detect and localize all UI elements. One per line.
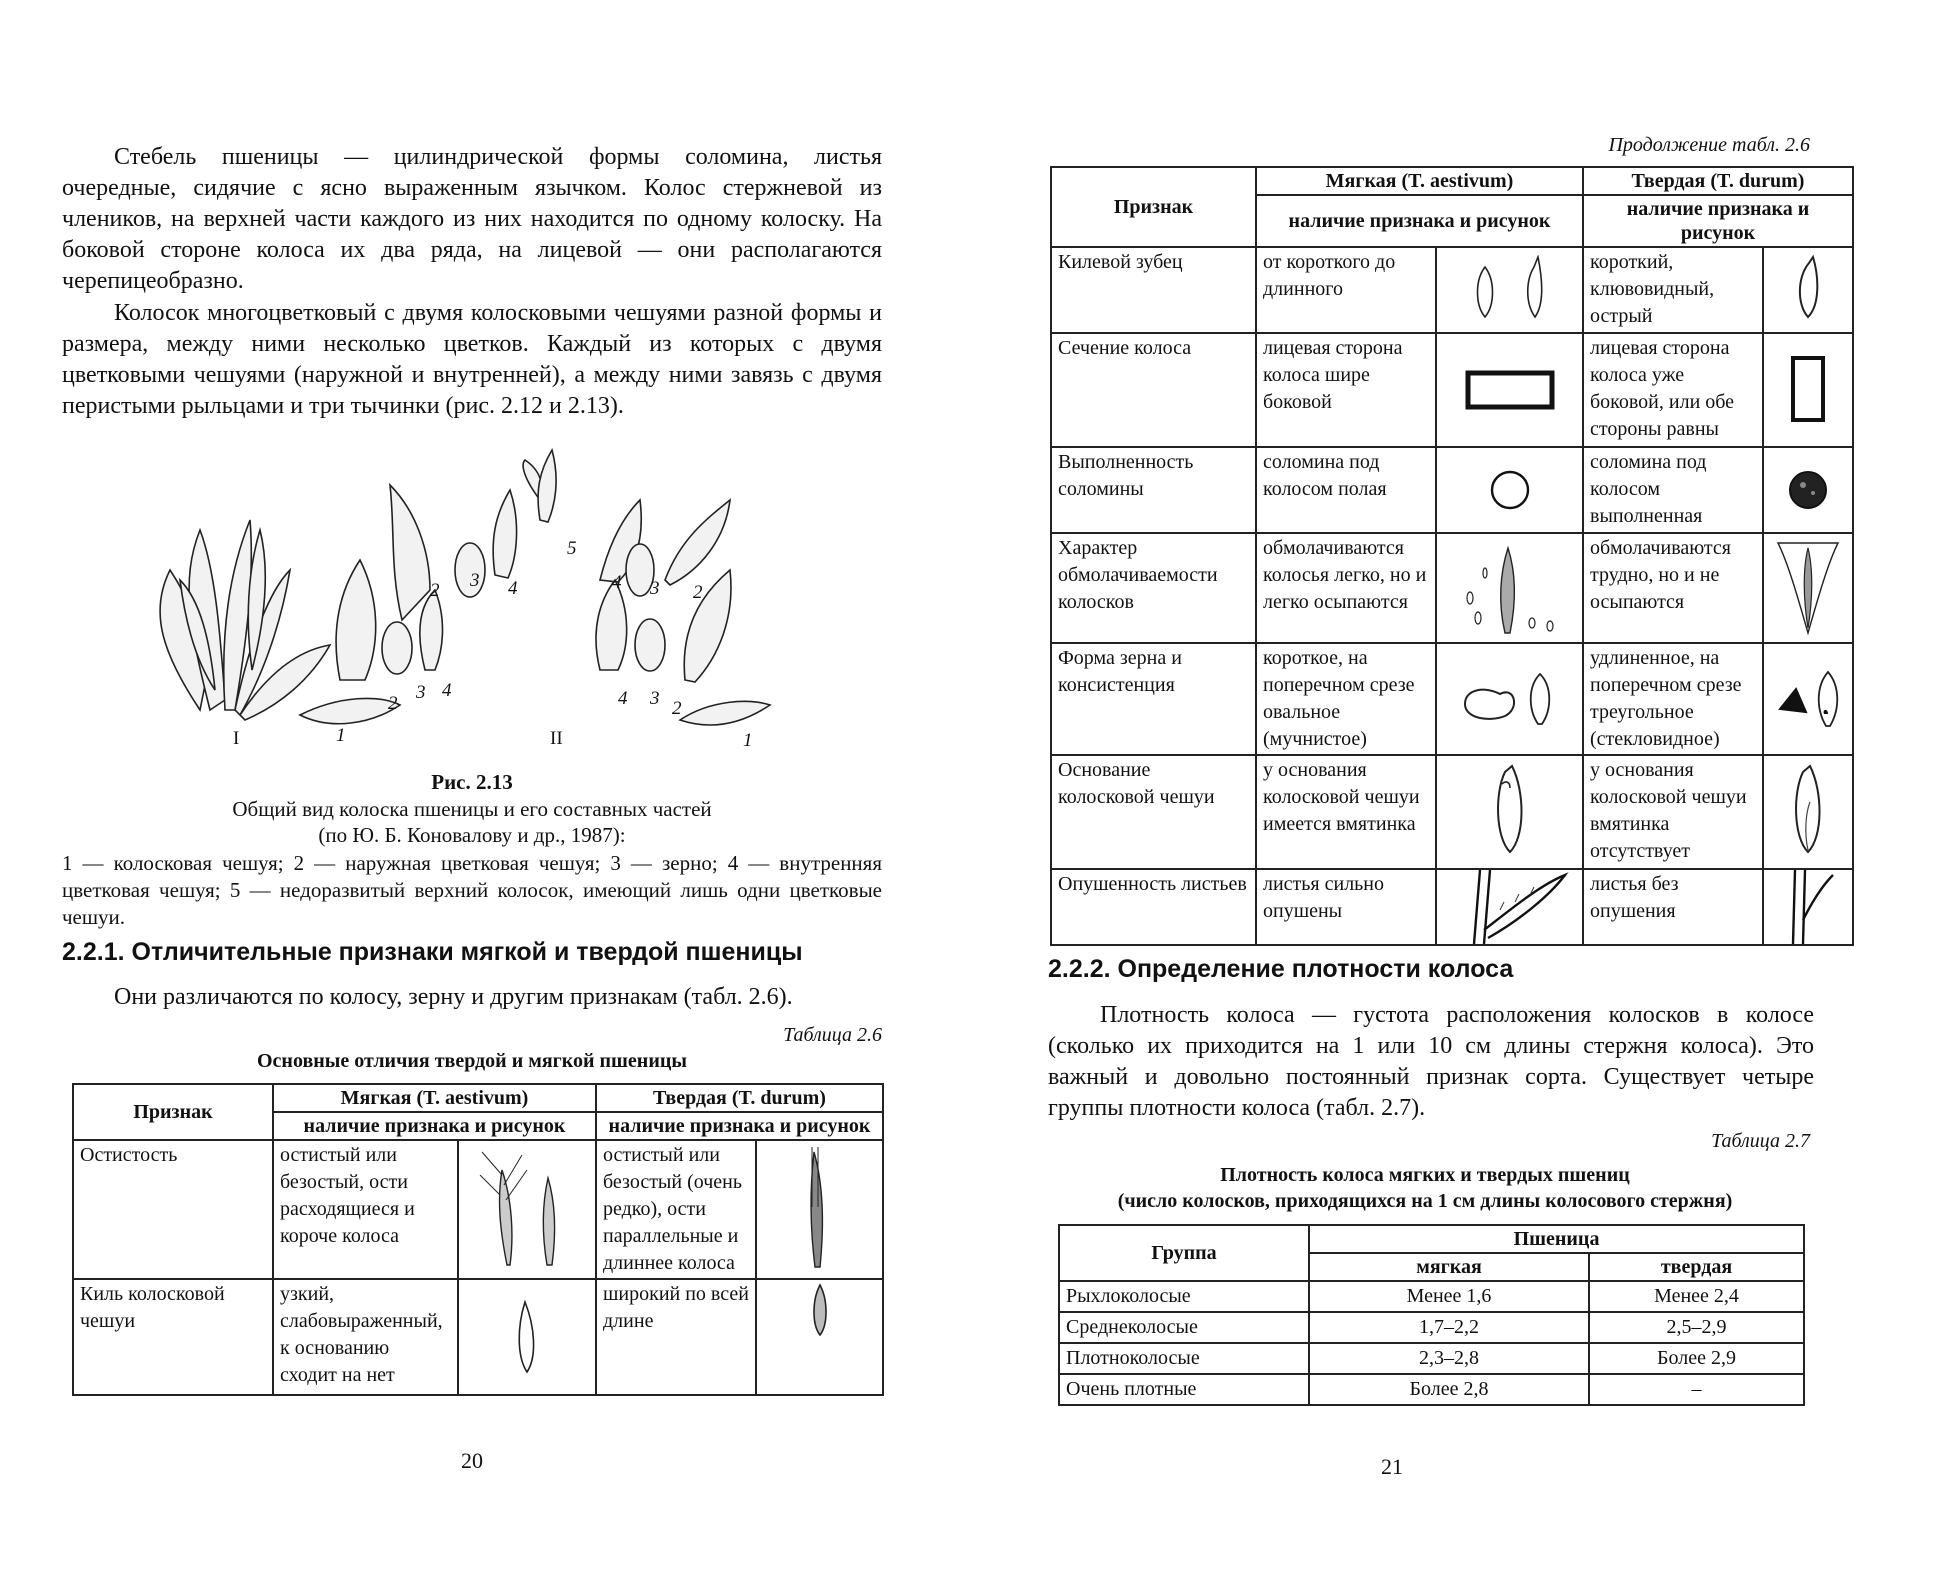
glume-icon — [1450, 255, 1570, 325]
figure-caption-line2: (по Ю. Б. Коновалову и др., 1987): — [318, 823, 626, 847]
leaf-icon — [1440, 870, 1580, 944]
fig-label: 1 — [336, 725, 346, 746]
cell-feature: Сечение колоса — [1051, 333, 1256, 447]
grain-soft-illustration — [1436, 643, 1583, 755]
fig-label: 5 — [567, 538, 577, 559]
grain-hard-illustration — [1763, 643, 1853, 755]
cell-soft: 1,7–2,2 — [1309, 1312, 1589, 1343]
table-row — [1051, 333, 1853, 447]
fig-label: 4 — [618, 688, 628, 709]
figure-number: Рис. 2.13 — [431, 770, 513, 794]
cell-hard: Менее 2,4 — [1589, 1281, 1804, 1312]
table-row — [1059, 1343, 1804, 1374]
cell-group: Плотноколосые — [1059, 1343, 1309, 1374]
fig-label: 3 — [650, 688, 660, 709]
glume-base-hard-illustration — [1763, 755, 1853, 869]
header-feature: Признак — [73, 1084, 273, 1140]
threshing-hard-illustration — [1763, 533, 1853, 643]
header-wheat: Пшеница — [1309, 1225, 1804, 1253]
cell-feature: Остистость — [73, 1140, 273, 1279]
leaf-icon — [1773, 870, 1843, 944]
fig-label: 4 — [612, 572, 622, 593]
keel-soft-illustration — [458, 1279, 596, 1395]
table-wheat-differences-continued — [1050, 166, 1854, 946]
subheader-soft: наличие признака и рисунок — [273, 1112, 596, 1140]
header-soft: Мягкая (T. aestivum) — [273, 1084, 596, 1112]
table2-title-line1: Плотность колоса мягких и твердых пшениц — [1220, 1164, 1630, 1186]
cell-feature: Опушенность листьев — [1051, 869, 1256, 945]
subheader-hard: наличие признака и рисунок — [1583, 195, 1853, 247]
cell-hard: – — [1589, 1374, 1804, 1405]
cell-soft: листья сильно опушены — [1256, 869, 1436, 945]
cell-group: Среднеколосые — [1059, 1312, 1309, 1343]
solid-stem-icon — [1783, 465, 1833, 515]
paragraph-spikelet: Колосок многоцветковый с двумя колосковыми чешуями разной формы и размера, между ними несколько цветков. Каждый из которых с двумя цветковыми чешуями (наружной и внутренней), а между ними завязь с двумя перистыми рыльцами и три тычинки (рис. 2.12 и 2.13). — [62, 300, 882, 419]
cell-soft: обмолачиваются колосья легко, но и легко осыпаются — [1256, 533, 1436, 643]
table-row — [1051, 643, 1853, 755]
header-hard: Твердая (T. durum) — [1583, 167, 1853, 195]
table-row — [1051, 247, 1853, 333]
fig-label: 2 — [388, 693, 398, 714]
ear-section-soft-illustration — [1436, 333, 1583, 447]
section-rectangle-icon — [1783, 350, 1833, 430]
spikelet-illustration — [140, 430, 780, 760]
cell-soft: 2,3–2,8 — [1309, 1343, 1589, 1374]
grain-icon — [1768, 664, 1848, 734]
cell-soft: от короткого до длинного — [1256, 247, 1436, 333]
cell-feature: Основание колосковой чешуи — [1051, 755, 1256, 869]
figure-legend: 1 — колосковая чешуя; 2 — наружная цветковая чешуя; 3 — зерно; 4 — внутренняя цветковая чешуя; 5 — недоразвитый верхний колосок, имеющий лишь одни цветковые чешуи. — [62, 851, 882, 929]
table-row — [1059, 1374, 1804, 1405]
leaf-hard-illustration — [1763, 869, 1853, 945]
fig-label: 3 — [650, 578, 660, 599]
hollow-stem-icon — [1485, 465, 1535, 515]
subheader-soft: наличие признака и рисунок — [1256, 195, 1583, 247]
wheat-ear-icon — [1450, 538, 1570, 638]
glume-icon — [800, 1280, 840, 1340]
table-row — [1051, 447, 1853, 533]
fig-label: 2 — [693, 582, 703, 603]
table-row — [1051, 533, 1853, 643]
fig-label: 1 — [743, 730, 753, 751]
glume-base-soft-illustration — [1436, 755, 1583, 869]
table-row — [1051, 869, 1853, 945]
awn-hard-illustration — [756, 1140, 883, 1279]
grain-icon — [1450, 664, 1570, 734]
cell-feature: Выполненность соломины — [1051, 447, 1256, 533]
section-heading-222: 2.2.2. Определение плотности колоса — [1048, 955, 1514, 983]
glume-icon — [1480, 762, 1540, 862]
wheat-ear-icon — [472, 1150, 582, 1270]
cell-feature: Характер обмолачиваемости колосков — [1051, 533, 1256, 643]
right-page — [940, 0, 1940, 1584]
cell-feature: Киль колосковой чешуи — [73, 1279, 273, 1395]
leaf-soft-illustration — [1436, 869, 1583, 945]
figure-caption-line1: Общий вид колоска пшеницы и его составных частей — [232, 797, 712, 821]
section-rectangle-icon — [1460, 365, 1560, 415]
cell-soft: Более 2,8 — [1309, 1374, 1589, 1405]
header-soft: Мягкая (T. aestivum) — [1256, 167, 1583, 195]
cell-hard: удлиненное, на поперечном срезе треугольное (стекловидное) — [1583, 643, 1763, 755]
left-page — [0, 0, 940, 1584]
cell-soft: остистый или безостый, ости расходящиеся и короче колоса — [273, 1140, 458, 1279]
cell-hard: короткий, клювовидный, острый — [1583, 247, 1763, 333]
fig-label: 2 — [672, 698, 682, 719]
table2-title-line2: (число колосков, приходящихся на 1 см длины колосового стержня) — [1117, 1190, 1733, 1212]
header-group: Группа — [1059, 1225, 1309, 1281]
wheat-ear-icon — [1773, 538, 1843, 638]
cell-hard: остистый или безостый (очень редко), ости параллельные и длиннее колоса — [596, 1140, 756, 1279]
cell-soft: узкий, слабовыраженный, к основанию сходит на нет — [273, 1279, 458, 1395]
glume-icon — [1783, 255, 1833, 325]
fig-roman-label: II — [550, 728, 563, 749]
header-hard: Твердая (T. durum) — [596, 1084, 883, 1112]
subheader-hard: наличие признака и рисунок — [596, 1112, 883, 1140]
paragraph-differences: Они различаются по колосу, зерну и другим признакам (табл. 2.6). — [114, 984, 793, 1010]
stem-hard-illustration — [1763, 447, 1853, 533]
cell-group: Рыхлоколосые — [1059, 1281, 1309, 1312]
ear-section-hard-illustration — [1763, 333, 1853, 447]
continuation-label: Продолжение табл. 2.6 — [1608, 134, 1810, 156]
cell-soft: короткое, на поперечном срезе овальное (мучнистое) — [1256, 643, 1436, 755]
page-number: 21 — [1381, 1454, 1403, 1479]
cell-hard: 2,5–2,9 — [1589, 1312, 1804, 1343]
stem-soft-illustration — [1436, 447, 1583, 533]
fig-label: 2 — [430, 580, 440, 601]
glume-icon — [507, 1297, 547, 1377]
cell-hard: у основания колосковой чешуи вмятинка отсутствует — [1583, 755, 1763, 869]
cell-hard: обмолачиваются трудно, но и не осыпаются — [1583, 533, 1763, 643]
header-soft: мягкая — [1309, 1253, 1589, 1281]
fig-label: 4 — [442, 680, 452, 701]
cell-feature: Форма зерна и консистенция — [1051, 643, 1256, 755]
cell-soft: соломина под колосом полая — [1256, 447, 1436, 533]
section-heading-221: 2.2.1. Отличительные признаки мягкой и твердой пшеницы — [62, 938, 803, 966]
wheat-ear-icon — [790, 1147, 850, 1272]
cell-hard: широкий по всей длине — [596, 1279, 756, 1395]
paragraph-density: Плотность колоса — густота расположения колосков в колосе (сколько их приходится на 1 или 10 см длины стержня колоса). Это важный и довольно постоянный признак сорта. Существует четыре группы плотности колоса (табл. 2.7). — [1048, 1002, 1814, 1121]
cell-group: Очень плотные — [1059, 1374, 1309, 1405]
cell-soft: лицевая сторона колоса шире боковой — [1256, 333, 1436, 447]
cell-hard: Более 2,9 — [1589, 1343, 1804, 1374]
table-label: Таблица 2.6 — [783, 1024, 882, 1046]
figure-spikelet — [140, 430, 780, 760]
table-row — [73, 1279, 883, 1395]
table-ear-density — [1058, 1224, 1805, 1406]
fig-label: 3 — [416, 682, 426, 703]
page-number: 20 — [461, 1448, 483, 1473]
threshing-soft-illustration — [1436, 533, 1583, 643]
cell-feature: Килевой зубец — [1051, 247, 1256, 333]
header-feature: Признак — [1051, 167, 1256, 247]
fig-label: 3 — [470, 570, 480, 591]
cell-hard: листья без опушения — [1583, 869, 1763, 945]
awn-soft-illustration — [458, 1140, 596, 1279]
fig-roman-label: I — [233, 728, 240, 749]
keel-tooth-soft-illustration — [1436, 247, 1583, 333]
table-row — [1059, 1312, 1804, 1343]
table-wheat-differences — [72, 1083, 884, 1396]
table-row — [1051, 755, 1853, 869]
cell-hard: соломина под колосом выполненная — [1583, 447, 1763, 533]
table-row — [1059, 1281, 1804, 1312]
keel-tooth-hard-illustration — [1763, 247, 1853, 333]
cell-soft: Менее 1,6 — [1309, 1281, 1589, 1312]
header-hard: твердая — [1589, 1253, 1804, 1281]
table-title: Основные отличия твердой и мягкой пшеницы — [256, 1050, 687, 1072]
paragraph-stem: Стебель пшеницы — цилиндрической формы соломина, листья очередные, сидячие с ясно выраженным язычком. Колос стержневой из члеников, на верхней части каждого из них находится по одному колоску. На боковой стороне колоса их два ряда, на лицевой — они располагаются черепицеобразно. — [62, 144, 882, 294]
cell-hard: лицевая сторона колоса уже боковой, или обе стороны равны — [1583, 333, 1763, 447]
fig-label: 4 — [508, 578, 518, 599]
table2-label: Таблица 2.7 — [1711, 1130, 1810, 1152]
table-row — [73, 1140, 883, 1279]
cell-soft: у основания колосковой чешуи имеется вмятинка — [1256, 755, 1436, 869]
keel-hard-illustration — [756, 1279, 883, 1395]
glume-icon — [1778, 762, 1838, 862]
